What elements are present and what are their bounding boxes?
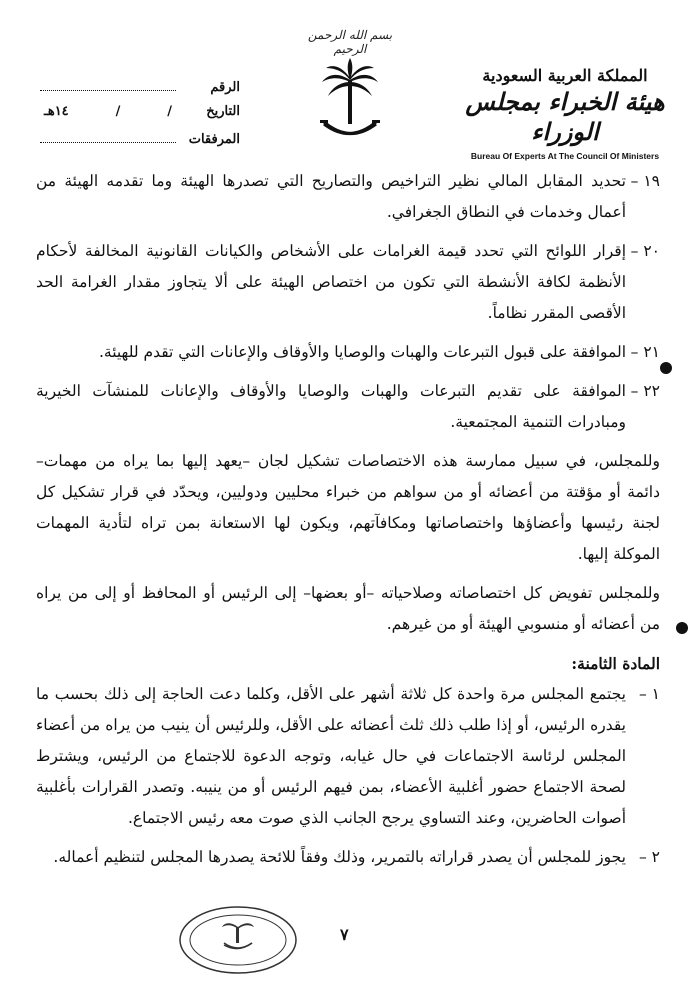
item-text: الموافقة على تقديم التبرعات والهبات والوصايا والأوقاف والإعانات للمنشآت الخيرية ومبادرات التنمية المجتمعية.: [36, 382, 626, 431]
item-number: ٢١ –: [630, 343, 660, 361]
date-label: التاريخ: [206, 104, 240, 119]
item-text: يجوز للمجلس أن يصدر قراراته بالتمرير، وذلك وفقاً للائحة يصدرها المجلس لتنظيم أعماله.: [53, 848, 626, 866]
hole-punch-mark: [676, 622, 688, 634]
palm-and-swords-emblem-icon: [318, 58, 382, 148]
article-heading: المادة الثامنة:: [571, 654, 660, 673]
list-item: [36, 376, 660, 438]
hole-punch-mark: [660, 362, 672, 374]
date-hijri-suffix: ١٤هـ: [44, 104, 69, 119]
list-item: [36, 842, 660, 873]
item-text: تحديد المقابل المالي نظير التراخيص والتصاريح التي تصدرها الهيئة وما تقدمه الهيئة من أعمال وخدمات في النطاق الجغرافي.: [36, 172, 626, 221]
delegation-paragraph: وللمجلس تفويض كل اختصاصاته وصلاحياته –أو بعضها– إلى الرئيس أو المحافظ أو إلى من يراه من أعضائه أو منسوبي الهيئة أو من غيرهم.: [36, 584, 660, 633]
list-item: [36, 166, 660, 228]
item-text: الموافقة على قبول التبرعات والهبات والوصايا والأوقاف والإعانات التي تقدم للهيئة.: [98, 343, 626, 361]
item-text: يجتمع المجلس مرة واحدة كل ثلاثة أشهر على الأقل، وكلما دعت الحاجة إلى ذلك بحسب ما يقدره الرئيس، أو إذا طلب ذلك ثلث أعضائه على الأقل، وللرئيس أن ينيب من يراه من أعضاء المجلس لرئاسة الاجتماعات في حال غيابه، وتوجه الدعوة للاجتماع من الرئيس، ويشترط لصحة الاجتماع حضور أغلبية الأعضاء، بمن فيهم الرئيس أو من ينيبه. وتصدر القرارات بأغلبية أصوات الحاضرين، وعند التساوي يرجح الجانب الذي صوت معه رئيس الاجتماع.: [36, 685, 626, 827]
item-number: ٢ –: [638, 848, 660, 866]
number-blank: [40, 78, 176, 91]
item-number: ٢٢ –: [630, 382, 660, 400]
attachments-blank: [40, 130, 176, 143]
date-slash-1: /: [167, 104, 172, 119]
item-number: ١٩ –: [630, 172, 660, 190]
reference-number-row: [40, 78, 240, 104]
list-item: [36, 679, 660, 834]
date-blank: [40, 104, 182, 119]
attachments-row: [40, 130, 240, 156]
item-number: ٢٠ –: [630, 242, 660, 260]
list-item: [36, 236, 660, 329]
organization-name-en: Bureau Of Experts At The Council Of Ministers: [470, 151, 660, 161]
page-number: ٧: [340, 925, 349, 944]
item-number: ١ –: [638, 685, 660, 703]
document-body: [36, 166, 660, 881]
organization-letterhead: [450, 66, 680, 161]
committees-paragraph: وللمجلس، في سبيل ممارسة هذه الاختصاصات تشكيل لجان –يعهد إليها بما يراه من مهمات– دائمة أو مؤقتة من أعضائه أو من سواهم من خبراء محليين ودوليين، ويحدّد في قرار تشكيل كل لجنة رئيسها وأعضاؤها واختصاصاتها ومكافآتهم، ويكون لها الاستعانة بمن تراه لتأدية المهمات الموكلة إليها.: [36, 452, 660, 563]
item-text: إقرار اللوائح التي تحدد قيمة الغرامات على الأشخاص والكيانات القانونية المخالفة لأحكام الأنظمة لكافة الأنشطة التي تكون من اختصاص الهيئة على ألا يتجاوز مقدار الغرامة الحد الأقصى المقرر نظاماً.: [36, 242, 626, 322]
attachments-label: المرفقات: [188, 132, 240, 147]
number-label: الرقم: [210, 80, 240, 95]
organization-name: هيئة الخبراء بمجلس الوزراء: [465, 87, 665, 146]
kingdom-name: المملكة العربية السعودية: [482, 66, 648, 85]
date-row: [40, 104, 240, 130]
basmala: بسم الله الرحمن الرحيم: [307, 28, 393, 56]
reference-meta-block: [40, 78, 240, 156]
list-item: [36, 337, 660, 368]
date-slash-2: /: [115, 104, 121, 119]
official-stamp-icon: [178, 905, 298, 975]
